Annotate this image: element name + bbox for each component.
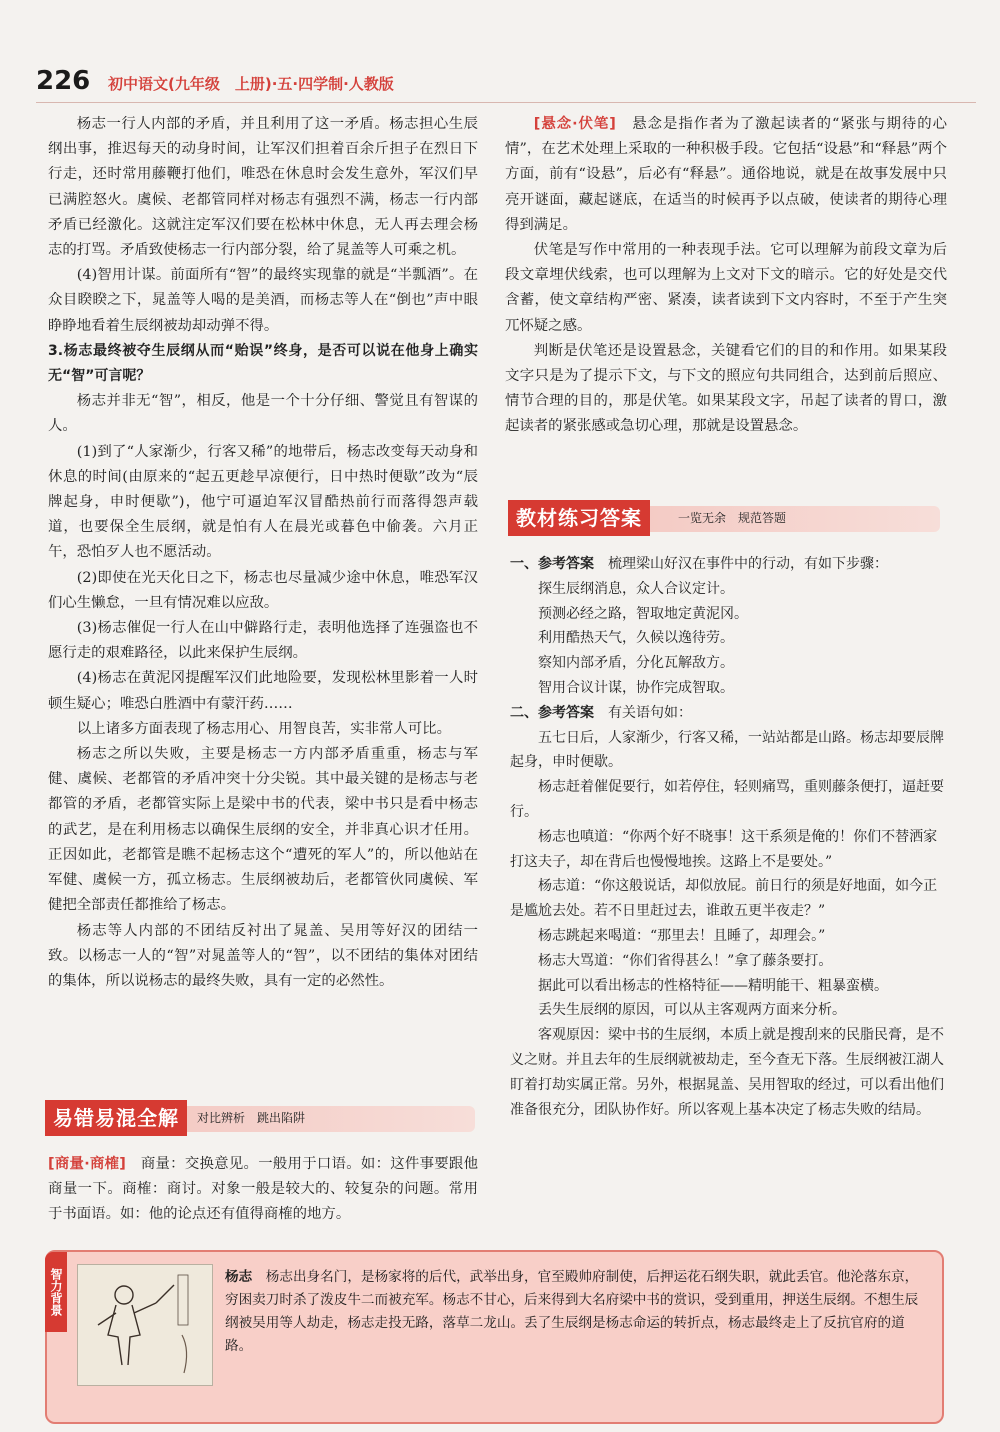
background-box bbox=[45, 1250, 944, 1424]
page-header bbox=[36, 66, 966, 102]
quote-line: 五七日后，人家渐少，行客又稀，一站站都是山路。杨志却要辰牌起身，申时便歇。 bbox=[510, 729, 944, 771]
quote-line: 杨志道：“你这般说话，却似放屁。前日行的须是好地面，如今正是尴尬去处。若不日里赶过去，谁敢五更半夜走？” bbox=[510, 878, 938, 920]
answer-heading: 二、参考答案 bbox=[510, 704, 594, 721]
paragraph: 杨志等人内部的不团结反衬出了晁盖、吴用等好汉的团结一致。以杨志一人的“智”对晁盖等人的“智”，以不团结的集体对团结的集体，所以说杨志的最终失败，具有一定的必然性。 bbox=[48, 922, 478, 989]
quote-line: 杨志大骂道：“你们省得甚么！”拿了藤条要打。 bbox=[538, 952, 833, 969]
confusables-section bbox=[48, 1152, 478, 1228]
right-column bbox=[505, 112, 947, 440]
paragraph: (4)杨志在黄泥冈提醒军汉们此地险要，发现松林里影着一人时顿生疑心；唯恐白胜酒中有蒙汗药…… bbox=[48, 670, 478, 712]
book-title: 初中语文(九年级 上册)·五·四学制·人教版 bbox=[108, 75, 394, 93]
paragraph bbox=[505, 112, 947, 238]
bio-body: 杨志出身名门，是杨家将的后代，武举出身，官至殿帅府制使，后押运花石纲失职，就此丢官。他沦落东京，穷困卖刀时杀了泼皮牛二而被充军。杨志不甘心，后来得到大名府梁中书的赏识，受到重用，押送生辰纲。不想生辰纲被吴用等人劫走，杨志走投无路，落草二龙山。丢了生辰纲是杨志命运的转折点，杨志最终走上了反抗官府的道路。 bbox=[225, 1269, 919, 1354]
quote-line: 据此可以看出杨志的性格特征——精明能干、粗暴蛮横。 bbox=[538, 977, 888, 994]
paragraph-text: 商量：交换意见。一般用于口语。如：这件事要跟他商量一下。商榷：商讨。对象一般是较大的、较复杂的问题。常用于书面语。如：他的论点还有值得商榷的地方。 bbox=[48, 1156, 478, 1223]
quote-line: 杨志跳起来喝道：“那里去！且睡了，却理会。” bbox=[538, 927, 826, 944]
quote-line: 丢失生辰纲的原因，可以从主客观两方面来分析。 bbox=[538, 1002, 846, 1019]
side-label: 智力背景 bbox=[45, 1252, 67, 1332]
paragraph: (2)即使在光天化日之下，杨志也尽量减少途中休息，唯恐军汉们心生懒怠，一旦有情况难以应敌。 bbox=[48, 569, 478, 611]
paragraph-text: 悬念是指作者为了激起读者的“紧张与期待的心情”，在艺术处理上采取的一种积极手段。它包括“设悬”和“释悬”两个方面，前有“设悬”，后必有“释悬”。通俗地说，就是在故事发展中只亮开谜面，藏起谜底，在适当的时候再予以点破，使读者的期待心理得到满足。 bbox=[505, 116, 948, 233]
banner-title: 教材练习答案 bbox=[508, 500, 650, 536]
header-divider bbox=[36, 102, 976, 103]
bio-text bbox=[225, 1266, 925, 1358]
page-number: 226 bbox=[36, 66, 91, 96]
quote-line: 杨志赶着催促要行，如若停住，轻则痛骂，重则藤条便打，逼赶要行。 bbox=[510, 779, 944, 820]
answer-1 bbox=[510, 552, 950, 577]
answer-2 bbox=[510, 701, 950, 726]
banner-subtitle: 对比辨析 跳出陷阱 bbox=[197, 1111, 306, 1125]
step: 智用合议计谋，协作完成智取。 bbox=[538, 679, 734, 696]
bio-name: 杨志 bbox=[225, 1269, 253, 1285]
answers-section bbox=[510, 552, 950, 1122]
paragraph: 杨志一行人内部的矛盾，并且利用了这一矛盾。杨志担心生辰纲出事，推迟每天的动身时间，让军汉们担着百余斤担子在烈日下行走，还时常用藤鞭打他们，唯恐在休息时会发生意外，军汉们早已满腔怒火。虞候、老都管同样对杨志有强烈不满，杨志一行内部矛盾已经激化。这就注定军汉们要在松林中休息，无人再去理会杨志的打骂。矛盾致使杨志一行内部分裂，给了晁盖等人可乘之机。 bbox=[48, 116, 478, 259]
term-tag: [悬念·伏笔] bbox=[533, 116, 616, 132]
answer-text: 梳理梁山好汉在事件中的行动，有如下步骤： bbox=[608, 556, 888, 572]
yang-zhi-illustration bbox=[77, 1264, 213, 1386]
quote-line: 客观原因：梁中书的生辰纲，本质上就是搜刮来的民脂民膏，是不义之财。并且去年的生辰纲就被劫走，至今查无下落。生辰纲被江湖人盯着打劫实属正常。另外，根据晁盖、吴用智取的经过，可以看出他们准备很充分，团队协作好。所以客观上基本决定了杨志失败的结局。 bbox=[510, 1027, 944, 1118]
section-banner-answers bbox=[508, 500, 940, 536]
step: 察知内部矛盾，分化瓦解敌方。 bbox=[538, 655, 734, 672]
term-tag: [商量·商榷] bbox=[48, 1156, 126, 1172]
banner-subtitle: 一览无余 规范答题 bbox=[678, 511, 787, 525]
paragraph bbox=[48, 1152, 478, 1228]
paragraph: 伏笔是写作中常用的一种表现手法。它可以理解为前段文章为后段文章埋伏线索，也可以理解为上文对下文的暗示。它的好处是交代含蓄，使文章结构严密、紧凑，读者读到下文内容时，不至于产生突兀怀疑之感。 bbox=[505, 242, 947, 334]
quote-line: 杨志也嗔道：“你两个好不晓事！这干系须是俺的！你们不替洒家打这夫子，却在背后也慢慢地挨。这路上不是要处。” bbox=[510, 828, 938, 870]
paragraph: 杨志之所以失败，主要是杨志一方内部矛盾重重，杨志与军健、虞候、老都管的矛盾冲突十分尖锐。其中最关键的是杨志与老都管的矛盾，老都管实际上是梁中书的代表，梁中书只是看中杨志的武艺，是在利用杨志以确保生辰纲的安全，并非真心识才任用。正因如此，老都管是瞧不起杨志这个“遭死的军人”的，所以他站在军健、虞候一方，孤立杨志。生辰纲被劫后，老都管伙同虞候、军健把全部责任都推给了杨志。 bbox=[48, 746, 478, 914]
step: 利用酷热天气，久候以逸待劳。 bbox=[538, 630, 734, 647]
paragraph: 判断是伏笔还是设置悬念，关键看它们的目的和作用。如果某段文字只是为了提示下文，与下文的照应句共同组合，达到前后照应、情节合理的目的，那是伏笔。如果某段文字，吊起了读者的胃口，激起读者的紧张感或急切心理，那就是设置悬念。 bbox=[505, 342, 947, 435]
paragraph: (1)到了“人家渐少，行客又稀”的地带后，杨志改变每天动身和休息的时间(由原来的“起五更趁早凉便行，日中热时便歇”改为“辰牌起身，申时便歇”)，他宁可逼迫军汉冒酷热前行而落得怨声载道，也要保全生辰纲，就是怕有人在晨光或暮色中偷袭。六月正午，恐怕歹人也不愿活动。 bbox=[48, 443, 478, 561]
paragraph: 杨志并非无“智”，相反，他是一个十分仔细、警觉且有智谋的人。 bbox=[48, 393, 478, 435]
paragraph: (3)杨志催促一行人在山中僻路行走，表明他选择了连强盗也不愿行走的艰难路径，以此来保护生辰纲。 bbox=[48, 620, 478, 662]
section-banner-confusables bbox=[45, 1100, 475, 1136]
answer-text: 有关语句如： bbox=[608, 704, 692, 721]
question-3: 3.杨志最终被夺生辰纲从而“贻误”终身，是否可以说在他身上确实无“智”可言呢？ bbox=[48, 342, 478, 385]
answer-heading: 一、参考答案 bbox=[510, 556, 594, 572]
step: 探生辰纲消息，众人合议定计。 bbox=[538, 580, 734, 597]
paragraph: 以上诸多方面表现了杨志用心、用智良苦，实非常人可比。 bbox=[76, 720, 451, 737]
paragraph: (4)智用计谋。前面所有“智”的最终实现靠的就是“半瓢酒”。在众目睽睽之下，晁盖等人喝的是美酒，而杨志等人在“倒也”声中眼睁睁地看着生辰纲被劫却动弹不得。 bbox=[48, 267, 478, 334]
left-column bbox=[48, 112, 478, 994]
step: 预测必经之路，智取地定黄泥冈。 bbox=[538, 605, 748, 622]
banner-title: 易错易混全解 bbox=[45, 1100, 187, 1136]
